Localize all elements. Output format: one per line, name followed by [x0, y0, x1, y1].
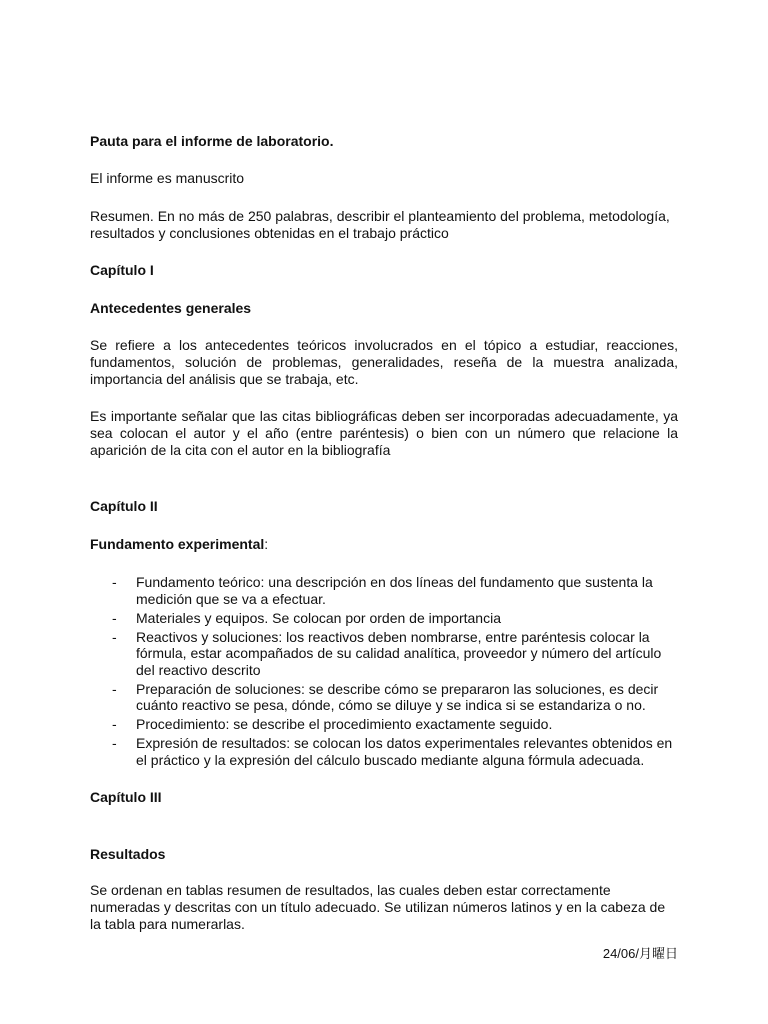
document-title: Pauta para el informe de laboratorio. [90, 133, 334, 149]
chapter-3-paragraph-1: Se ordenan en tablas resumen de resultados, las cuales deben estar correctamente numeradas y descritas con un título adecuado. Se utilizan números latinos y en la cabeza de la tabla para numerarlas. [90, 882, 666, 932]
list-bullet: - [112, 628, 117, 645]
chapter-2-subheading-text: Fundamento experimental [90, 536, 265, 552]
chapter-2-subheading [90, 536, 678, 553]
list-item [90, 610, 678, 627]
chapter-1-heading: Capítulo I [90, 262, 154, 278]
list-bullet: - [112, 574, 117, 590]
list-item-text: Materiales y equipos. Se colocan por orden de importancia [136, 609, 501, 626]
list-item [90, 735, 678, 768]
list-item-text: Expresión de resultados: se colocan los datos experimentales relevantes obtenidos en el práctico y la expresión del cálculo buscado mediante alguna fórmula adecuada. [136, 735, 673, 768]
list-item [90, 681, 678, 714]
experimental-list [90, 574, 678, 771]
list-bullet: - [112, 735, 117, 751]
list-item [90, 629, 678, 679]
list-bullet: - [112, 716, 117, 732]
list-item-text: Reactivos y soluciones: los reactivos deben nombrarse, entre paréntesis colocar la fórmula, estar acompañados de su calidad analítica, proveedor y número del artículo del reactivo descrito [136, 628, 662, 678]
list-item [90, 574, 678, 607]
chapter-2-subheading-colon: : [264, 536, 269, 552]
chapter-3-subheading: Resultados [90, 846, 166, 862]
list-item-text: Procedimiento: se describe el procedimiento exactamente seguido. [136, 716, 553, 732]
list-item-text: Preparación de soluciones: se describe cómo se prepararon las soluciones, es decir cuánto reactivo se pesa, dónde, cómo se diluye y se indica si se estandariza o no. [136, 680, 659, 713]
chapter-1-paragraph-2: Es importante señalar que las citas bibliográficas deben ser incorporadas adecuadamente, ya sea colocan el autor y el año (entre paréntesis) o bien con un número que relacione la aparición de la cita con el autor en la bibliografía [90, 408, 678, 458]
chapter-1-subheading: Antecedentes generales [90, 300, 252, 316]
resumen-paragraph: Resumen. En no más de 250 palabras, describir el planteamiento del problema, metodología, resultados y conclusiones obtenidas en el trabajo práctico [90, 208, 670, 241]
chapter-3-heading: Capítulo III [90, 789, 162, 805]
list-bullet: - [112, 609, 117, 626]
manuscript-note: El informe es manuscrito [90, 170, 245, 186]
list-item-text: Fundamento teórico: una descripción en dos líneas del fundamento que sustenta la medición que se va a efectuar. [136, 574, 653, 607]
list-item [90, 716, 678, 733]
chapter-2-heading: Capítulo II [90, 498, 158, 514]
list-bullet: - [112, 680, 117, 697]
footer-date: 24/06/月曜日 [602, 946, 678, 961]
chapter-1-paragraph-1: Se refiere a los antecedentes teóricos involucrados en el tópico a estudiar, reacciones, fundamentos, solución de problemas, generalidades, reseña de la muestra analizada, importancia del análisis que se trabaja, etc. [90, 337, 678, 387]
